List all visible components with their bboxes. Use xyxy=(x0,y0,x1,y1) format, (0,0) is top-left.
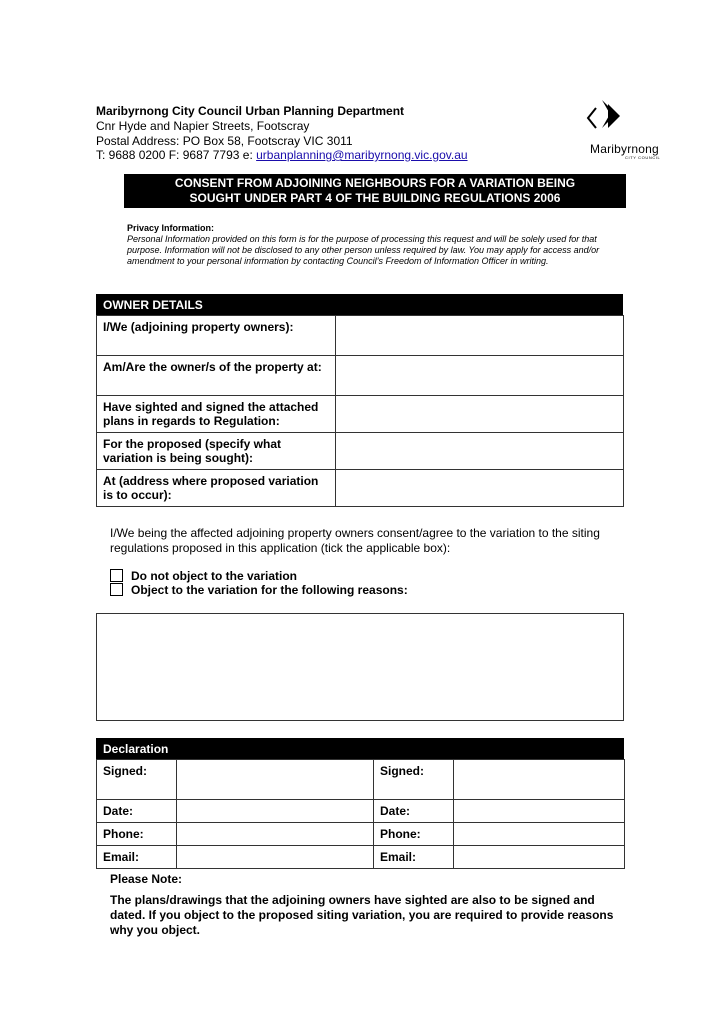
contact-line xyxy=(96,148,468,163)
table-row xyxy=(97,470,624,507)
signed-label-2: Signed: xyxy=(374,760,454,800)
privacy-text: Personal Information provided on this form is for the purpose of processing this request and will be solely used for that purpose. Information will not be disclosed to any other person unless required by law. You may apply for access and/or amendment to your personal information by contacting Council’s Freedom of Information Officer in writing. xyxy=(127,234,600,266)
note-heading: Please Note: xyxy=(110,872,183,886)
consent-paragraph: I/We being the affected adjoining property owners consent/agree to the variation to the siting regulations proposed in this application (tick the applicable box): xyxy=(110,526,600,555)
declaration-table xyxy=(96,759,625,869)
variation-address-label: At (address where proposed variation is to occur): xyxy=(97,470,336,507)
owner-names-field[interactable] xyxy=(336,316,624,356)
phone-field-1[interactable] xyxy=(177,823,374,846)
date-label-1: Date: xyxy=(97,800,177,823)
no-object-checkbox[interactable] xyxy=(110,569,123,582)
email-field-1[interactable] xyxy=(177,846,374,869)
owner-names-label: I/We (adjoining property owners): xyxy=(97,316,336,356)
variation-address-field[interactable] xyxy=(336,470,624,507)
logo-wordmark: Maribyrnong xyxy=(590,142,659,156)
signature-field-2[interactable] xyxy=(454,760,625,800)
signature-field-1[interactable] xyxy=(177,760,374,800)
form-title-line-1: CONSENT FROM ADJOINING NEIGHBOURS FOR A VARIATION BEING xyxy=(174,176,576,190)
phone-fax-text: T: 9688 0200 F: 9687 7793 e: xyxy=(96,148,257,162)
owner-details-table xyxy=(96,315,624,507)
form-title-line-2: SOUGHT UNDER PART 4 OF THE BUILDING REGULATIONS 2006 xyxy=(189,191,561,205)
no-object-label: Do not object to the variation xyxy=(131,569,298,583)
object-checkbox[interactable] xyxy=(110,583,123,596)
signed-label-1: Signed: xyxy=(97,760,177,800)
logo-subtitle: CITY COUNCIL xyxy=(625,155,661,160)
date-label-2: Date: xyxy=(374,800,454,823)
phone-label-1: Phone: xyxy=(97,823,177,846)
owner-details-heading: OWNER DETAILS xyxy=(96,294,623,316)
variation-sought-label: For the proposed (specify what variation is being sought): xyxy=(97,433,336,470)
postal-address: Postal Address: PO Box 58, Footscray VIC 3011 xyxy=(96,134,353,148)
property-address-field[interactable] xyxy=(336,356,624,396)
property-address-label: Am/Are the owner/s of the property at: xyxy=(97,356,336,396)
street-address: Cnr Hyde and Napier Streets, Footscray xyxy=(96,119,310,133)
table-row xyxy=(97,433,624,470)
objection-reasons-field[interactable] xyxy=(96,613,624,721)
phone-label-2: Phone: xyxy=(374,823,454,846)
object-label: Object to the variation for the following reasons: xyxy=(131,583,408,597)
regulation-label: Have sighted and signed the attached plans in regards to Regulation: xyxy=(97,396,336,433)
table-row xyxy=(97,800,625,823)
date-field-2[interactable] xyxy=(454,800,625,823)
phone-field-2[interactable] xyxy=(454,823,625,846)
table-row xyxy=(97,316,624,356)
table-row xyxy=(97,760,625,800)
regulation-field[interactable] xyxy=(336,396,624,433)
date-field-1[interactable] xyxy=(177,800,374,823)
table-row xyxy=(97,823,625,846)
table-row xyxy=(97,846,625,869)
declaration-heading: Declaration xyxy=(96,738,624,760)
email-label-1: Email: xyxy=(97,846,177,869)
note-text: The plans/drawings that the adjoining owners have sighted are also to be signed and dated. If you object to the proposed siting variation, you are required to provide reasons why you object. xyxy=(110,893,614,937)
variation-sought-field[interactable] xyxy=(336,433,624,470)
privacy-heading: Privacy Information: xyxy=(127,223,215,233)
email-link[interactable]: urbanplanning@maribyrnong.vic.gov.au xyxy=(256,148,468,162)
table-row xyxy=(97,396,624,433)
email-field-2[interactable] xyxy=(454,846,625,869)
email-label-2: Email: xyxy=(374,846,454,869)
form-title xyxy=(124,174,626,208)
table-row xyxy=(97,356,624,396)
council-department-heading: Maribyrnong City Council Urban Planning Department xyxy=(96,104,405,118)
option-no-object-row xyxy=(110,569,297,583)
option-object-row xyxy=(110,583,408,597)
